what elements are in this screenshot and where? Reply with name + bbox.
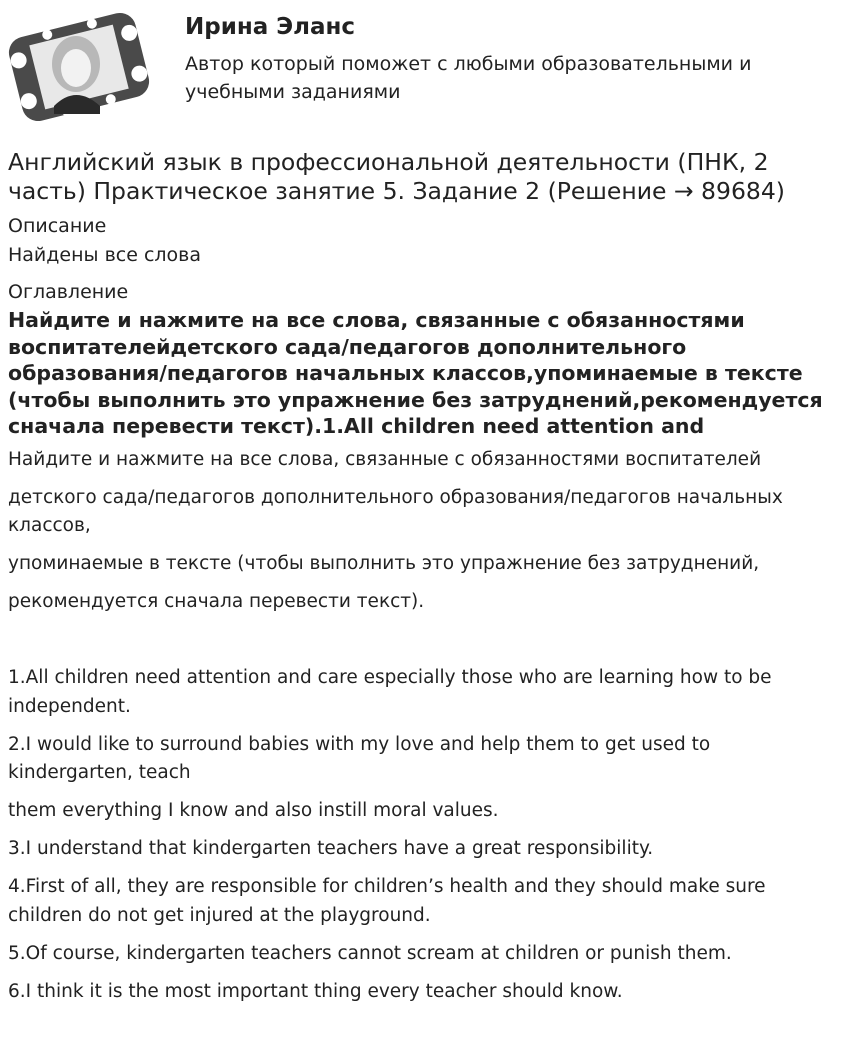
author-name: Ирина Эланс [185,14,356,40]
author-description: Автор который поможет с любыми образовательными и учебными заданиями [185,53,752,103]
blank-line [8,626,838,664]
instruction-line: детского сада/педагогов дополнительного образования/педагогов начальных классов, [8,486,783,536]
exercise-sentence: 5.Of course, kindergarten teachers cannot scream at children or punish them. [8,942,732,964]
author-block [0,0,847,140]
exercise-sentence: 3.I understand that kindergarten teachers have a great responsibility. [8,838,654,859]
instruction-line: рекомендуется сначала перевести текст). [8,591,425,612]
toc-heading: Найдите и нажмите на все слова, связанные с обязанностями воспитателейдетского сада/педагогов дополнительного образования/педагогов начальных классов,упоминаемые в тексте (чтобы выполнить это упражнение без затруднений,рекомендуется сначала перевести текст).1.All children need attention and [8,308,823,438]
exercise-sentence: them everything I know and also instill moral values. [8,800,499,821]
exercise-sentence: 4.First of all, they are responsible for children’s health and they should make sure children do not get injured at the playground. [8,876,766,926]
description-text: Найдены все слова [8,244,201,266]
exercise-sentence: 2.I would like to surround babies with my love and help them to get used to kindergarten, teach [8,733,711,783]
author-avatar [6,6,152,128]
instruction-line: Найдите и нажмите на все слова, связанные с обязанностями воспитателей [8,448,762,470]
main-content [8,148,838,1016]
description-label: Описание [8,215,107,237]
page-title: Английский язык в профессиональной деятельности (ПНК, 2 часть) Практическое занятие 5. Задание 2 (Решение → 89684) [8,148,785,205]
toc-label: Оглавление [8,281,129,303]
exercise-sentence: 1.All children need attention and care especially those who are learning how to be independent. [8,667,772,717]
instruction-line: упоминаемые в тексте (чтобы выполнить это упражнение без затруднений, [8,553,760,574]
exercise-sentence: 6.I think it is the most important thing every teacher should know. [8,980,623,1002]
